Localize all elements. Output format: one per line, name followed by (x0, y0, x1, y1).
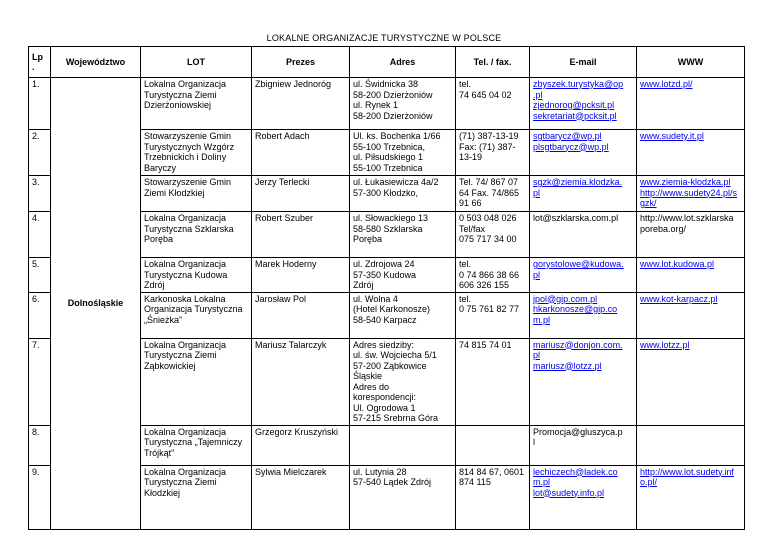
header-tel: Tel. / fax. (456, 47, 530, 78)
email-link-line: lot@szklarska.com.pl (533, 213, 619, 223)
www-link[interactable] (637, 465, 745, 529)
www-link-line[interactable]: http://www.lot.sudety.inf (640, 466, 734, 477)
phone-fax (456, 78, 530, 130)
email-link[interactable] (530, 78, 637, 130)
phone-fax (456, 338, 530, 425)
address-line: Ul. Ogrodowa 1 (353, 402, 416, 413)
phone-fax (456, 130, 530, 176)
email-link-line[interactable]: jpol@gip.com.pl (533, 293, 598, 304)
president-name: Robert Szuber (252, 212, 350, 258)
email-link[interactable] (530, 176, 637, 212)
phone-fax (456, 465, 530, 529)
phone-fax-line: tel. (459, 259, 472, 269)
email-link-line[interactable]: mariusz@lotzz.pl (533, 360, 602, 371)
table-row (29, 78, 745, 130)
email-link-line[interactable]: pl (533, 350, 541, 360)
www-link-line[interactable]: gzk/ (640, 198, 657, 208)
address-line: 58-200 Dzierżoniów (353, 110, 433, 121)
lot-name: Lokalna Organizacja Turystyczna Szklarska Poręba (141, 212, 252, 258)
address (350, 258, 456, 293)
www-link[interactable] (637, 258, 745, 293)
row-number: 1. (29, 78, 51, 130)
phone-fax-line: Tel. 74/ 867 07 (459, 177, 519, 187)
phone-fax (456, 292, 530, 338)
header-lp (29, 47, 51, 78)
phone-fax-line: 74 815 74 01 (459, 339, 512, 350)
email-link-line[interactable]: hkarkonosze@gip.co (533, 304, 618, 314)
email-link-line[interactable]: sgzk@ziemia.klodzka. (533, 177, 623, 187)
row-number: 8. (29, 425, 51, 465)
email-link-line[interactable]: pl (533, 269, 541, 280)
lot-name: Lokalna Organizacja Turystyczna „Tajemniczy Trójkąt” (141, 425, 252, 465)
page-title: LOKALNE ORGANIZACJE TURYSTYCZNE W POLSCE (266, 33, 502, 43)
email-link-line[interactable]: sekretariat@pcksit.pl (533, 110, 617, 121)
phone-fax-line: 0 503 048 026 (459, 213, 517, 223)
email-link[interactable] (530, 130, 637, 176)
email-link (530, 425, 637, 465)
email-link-line[interactable]: mariusz@donjon.com. (533, 339, 623, 350)
address-line: ul. Piłsudskiego 1 (353, 152, 424, 162)
phone-fax-line: 64 Fax. 74/865 (459, 187, 520, 198)
president-name: Mariusz Talarczyk (252, 338, 350, 425)
www-link[interactable] (637, 78, 745, 130)
header-lp-label: Lp . (32, 51, 43, 72)
email-link-line: Promocja@gluszyca.p (533, 426, 623, 437)
address-line: 57-350 Kudowa (353, 269, 417, 280)
lot-name: Lokalna Organizacja Turystyczna Ziemi Ząbkowickiej (141, 338, 252, 425)
email-link[interactable] (530, 292, 637, 338)
address-line: Ul. ks. Bochenka 1/66 (353, 131, 441, 141)
lot-name: Lokalna Organizacja Turystyczna Ziemi Kłodzkiej (141, 465, 252, 529)
www-link-line[interactable]: www.lot.kudowa.pl (640, 259, 715, 269)
lot-name: Stowarzyszenie Gmin Ziemi Kłodzkiej (141, 176, 252, 212)
address (350, 425, 456, 465)
header-lot: LOT (141, 47, 252, 78)
address-line: ul. Słowackiego 13 (353, 213, 429, 223)
address-line: 58-200 Dzierżoniów (353, 89, 433, 100)
address-line: ul. św. Wojciecha 5/1 (353, 350, 437, 360)
email-link-line: l (533, 437, 535, 447)
address-line: 57-540 Lądek Zdrój (353, 477, 432, 487)
email-link-line[interactable]: zbyszek.turystyka@op (533, 79, 624, 89)
www-link-line[interactable]: www.lotzd.pl/ (640, 79, 693, 89)
address (350, 465, 456, 529)
email-link-line[interactable]: sgtbarycz@wp.pl (533, 131, 602, 141)
address-line: ul. Świdnicka 38 (353, 79, 419, 89)
phone-fax-line: 606 326 155 (459, 280, 510, 290)
email-link-line[interactable]: plsgtbarycz@wp.pl (533, 141, 609, 152)
address-line: Zdrój (353, 280, 374, 290)
header-www: WWW (637, 47, 745, 78)
email-link (530, 212, 637, 258)
phone-fax-line: 874 115 (459, 477, 491, 487)
row-number: 9. (29, 465, 51, 529)
www-link-line[interactable]: http://www.sudety24.pl/s (640, 187, 738, 198)
www-link-line[interactable]: www.sudety.it.pl (640, 131, 704, 141)
address (350, 78, 456, 130)
address-line: 57-200 Ząbkowice (353, 360, 427, 371)
row-number: 5. (29, 258, 51, 293)
address-line: ul. Zdrojowa 24 (353, 259, 415, 269)
address-line: 55-100 Trzebnica, (353, 141, 426, 152)
lot-name: Lokalna Organizacja Turystyczna Ziemi Dzierżoniowskiej (141, 78, 252, 130)
region-cell: Dolnośląskie (51, 78, 141, 530)
address (350, 176, 456, 212)
phone-fax (456, 176, 530, 212)
www-link[interactable] (637, 292, 745, 338)
email-link-line[interactable]: lot@sudety.info.pl (533, 487, 605, 498)
president-name: Sylwia Mielczarek (252, 465, 350, 529)
header-adres: Adres (350, 47, 456, 78)
lot-name: Karkonoska Lokalna Organizacja Turystyczna „Śnieżka” (141, 292, 252, 338)
organizations-table (28, 46, 745, 530)
www-link[interactable] (637, 338, 745, 425)
president-name: Jarosław Pol (252, 292, 350, 338)
phone-fax (456, 425, 530, 465)
address (350, 212, 456, 258)
phone-fax-line: Fax: (71) 387- (459, 141, 516, 152)
address (350, 130, 456, 176)
www-link-line: poreba.org/ (640, 223, 687, 234)
phone-fax-line: 91 66 (459, 198, 482, 208)
address-line: 58-580 Szklarska (353, 223, 423, 234)
row-number: 3. (29, 176, 51, 212)
phone-fax-line: 74 645 04 02 (459, 89, 512, 100)
address-line: 58-540 Karpacz (353, 314, 417, 325)
email-link-line[interactable]: pl (533, 187, 541, 198)
address-line: Adres do (353, 381, 390, 392)
www-link (637, 212, 745, 258)
president-name: Grzegorz Kruszyński (252, 425, 350, 465)
phone-fax-line: 814 84 67, 0601 (459, 466, 525, 477)
www-link-line[interactable]: www.ziemia-klodzka.pl (640, 177, 731, 187)
phone-fax-line: Tel/fax (459, 223, 486, 234)
president-name: Marek Hoderny (252, 258, 350, 293)
president-name: Robert Adach (252, 130, 350, 176)
address (350, 338, 456, 425)
address-line: Adres siedziby: (353, 339, 415, 350)
address (350, 292, 456, 338)
president-name: Jerzy Terlecki (252, 176, 350, 212)
email-link-line[interactable]: m.pl (533, 477, 551, 487)
phone-fax-line: tel. (459, 293, 472, 304)
phone-fax-line: 0 74 866 38 66 (459, 269, 520, 280)
header-email: E-mail (530, 47, 637, 78)
www-link-line[interactable]: www.kot-karpacz.pl (640, 293, 718, 304)
phone-fax-line: 075 717 34 00 (459, 234, 517, 244)
address-line: ul. Wolna 4 (353, 293, 398, 304)
www-link[interactable] (637, 176, 745, 212)
header-wojewodztwo: Województwo (51, 47, 141, 78)
www-link-line[interactable]: o.pl/ (640, 477, 658, 487)
address-line: 57-300 Kłodzko, (353, 187, 419, 198)
address-line: (Hotel Karkonosze) (353, 304, 431, 314)
row-number: 7. (29, 338, 51, 425)
address-line: ul. Lutynia 28 (353, 466, 407, 477)
header-prezes: Prezes (252, 47, 350, 78)
email-link-line[interactable]: .pl (533, 89, 543, 100)
email-link-line[interactable]: lechiczech@ladek.co (533, 466, 618, 477)
email-link-line[interactable]: zjednorog@pcksit.pl (533, 100, 615, 110)
president-name: Zbigniew Jednoróg (252, 78, 350, 130)
row-number: 4. (29, 212, 51, 258)
row-number: 6. (29, 292, 51, 338)
address-line: ul. Łukasiewicza 4a/2 (353, 177, 439, 187)
phone-fax (456, 258, 530, 293)
row-number: 2. (29, 130, 51, 176)
www-link (637, 425, 745, 465)
www-link-line: http://www.lot.szklarska (640, 213, 734, 223)
www-link[interactable] (637, 130, 745, 176)
email-link-line[interactable]: gorystolowe@kudowa. (533, 259, 624, 269)
phone-fax-line: 13-19 (459, 152, 483, 162)
table-header-row (29, 47, 745, 78)
address-line: ul. Rynek 1 (353, 100, 399, 110)
phone-fax-line: 0 75 761 82 77 (459, 304, 520, 314)
lot-name: Lokalna Organizacja Turystyczna Kudowa Zdrój (141, 258, 252, 293)
email-link[interactable] (530, 465, 637, 529)
phone-fax (456, 212, 530, 258)
www-link-line[interactable]: www.lotzz.pl (640, 339, 690, 350)
phone-fax-line: (71) 387-13-19 (459, 131, 519, 141)
address-line: 55-100 Trzebnica (353, 162, 423, 173)
phone-fax-line: tel. (459, 79, 472, 89)
address-line: 57-215 Srebrna Góra (353, 413, 439, 423)
email-link[interactable] (530, 258, 637, 293)
address-line: Śląskie (353, 371, 383, 381)
email-link[interactable] (530, 338, 637, 425)
address-line: Poręba (353, 234, 383, 244)
email-link-line[interactable]: m.pl (533, 314, 551, 325)
address-line: korespondencji: (353, 392, 417, 402)
lot-name: Stowarzyszenie Gmin Turystycznych Wzgórz Trzebnickich i Doliny Baryczy (141, 130, 252, 176)
